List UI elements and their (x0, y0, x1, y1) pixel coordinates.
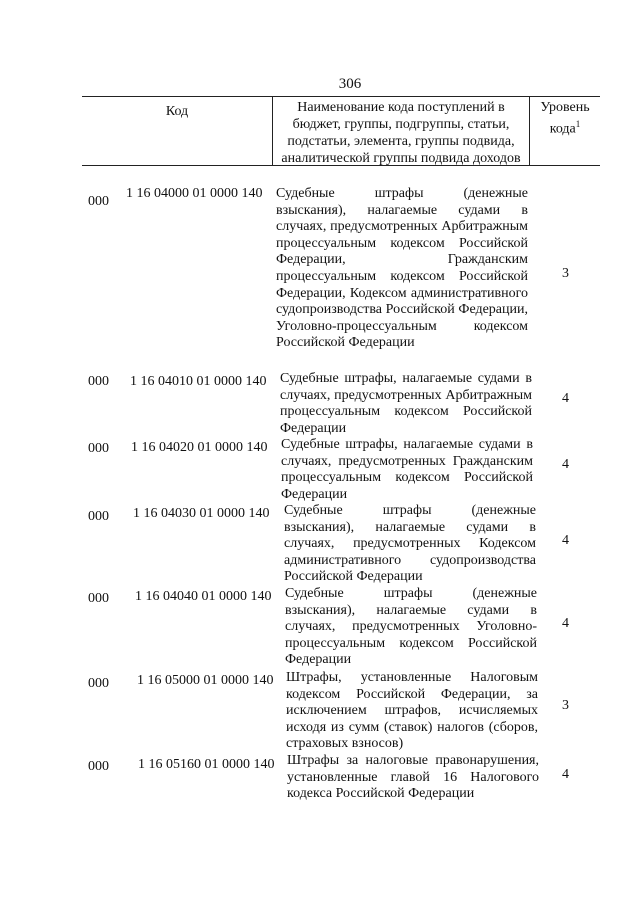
row-level: 4 (562, 767, 569, 782)
row-code: 1 16 05000 01 0000 140 (137, 673, 274, 688)
row-level: 4 (562, 391, 569, 406)
row-name: Судебные штрафы, налагаемые судами в случаях, предусмотренных Гражданским процессуальным кодексом Российской Федерации (281, 437, 533, 502)
page-number: 306 (338, 76, 362, 92)
row-name: Судебные штрафы, налагаемые судами в случаях, предусмотренных Арбитражным процессуальным кодексом Российской Федерации (280, 371, 532, 436)
header-level-footnote: 1 (575, 119, 581, 129)
row-admin-code: 000 (88, 591, 109, 606)
row-admin-code: 000 (88, 374, 109, 389)
row-name: Судебные штрафы (денежные взыскания), налагаемые судами в случаях, предусмотренных Уголовно-процессуальным кодексом Российской Федерации (285, 586, 537, 668)
row-admin-code: 000 (88, 509, 109, 524)
row-code: 1 16 04020 01 0000 140 (131, 440, 268, 455)
row-level: 4 (562, 616, 569, 631)
row-admin-code: 000 (88, 441, 109, 456)
row-level: 4 (562, 533, 569, 548)
row-name: Штрафы, установленные Налоговым кодексом Российской Федерации, за исключением штрафов, исчисляемых исходя из сумм (ставок) налогов (сборов, страховых взносов) (286, 670, 538, 752)
row-code: 1 16 04000 01 0000 140 (126, 186, 263, 201)
row-code: 1 16 05160 01 0000 140 (138, 757, 275, 772)
row-level: 4 (562, 457, 569, 472)
row-code: 1 16 04030 01 0000 140 (133, 506, 270, 521)
row-admin-code: 000 (88, 759, 109, 774)
header-code: Код (165, 104, 189, 119)
table-header (82, 96, 600, 166)
header-level-label: Уровень кода (540, 100, 590, 137)
header-name: Наименование кода поступлений в бюджет, группы, подгруппы, статьи, подстатьи, элемента, группы подвида, аналитической группы подвида доходов (272, 97, 530, 165)
row-code: 1 16 04010 01 0000 140 (130, 374, 267, 389)
row-name: Судебные штрафы (денежные взыскания), налагаемые судами в случаях, предусмотренных Кодексом административного судопроизводства Российской Федерации (284, 503, 536, 585)
row-admin-code: 000 (88, 194, 109, 209)
header-level (530, 97, 600, 165)
row-level: 3 (562, 698, 569, 713)
row-name: Судебные штрафы (денежные взыскания), налагаемые судами в случаях, предусмотренных Арбитражным процессуальным кодексом Российской Федерации, Гражданским процессуальным кодексом Российской Федерации, Кодексом административного судопроизводства Российской Федерации, Уголовно-процессуальным кодексом Российской Федерации (276, 186, 528, 351)
row-admin-code: 000 (88, 676, 109, 691)
row-level: 3 (562, 266, 569, 281)
row-code: 1 16 04040 01 0000 140 (135, 589, 272, 604)
row-name: Штрафы за налоговые правонарушения, установленные главой 16 Налогового кодекса Российской Федерации (287, 753, 539, 802)
